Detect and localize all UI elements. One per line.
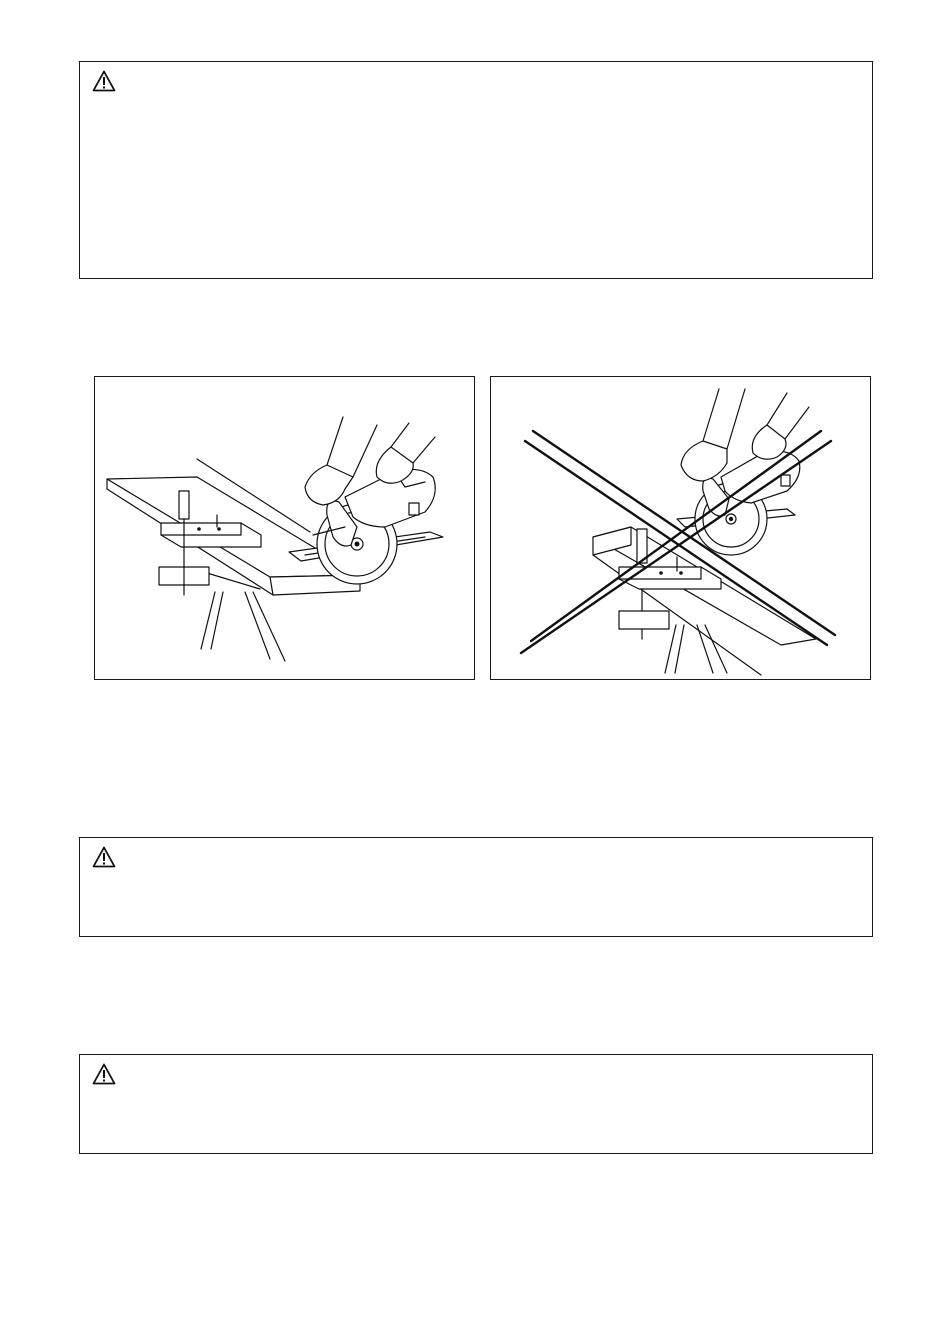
incorrect-cut-illustration	[491, 377, 870, 679]
figure-incorrect-cut	[490, 376, 871, 680]
figure-correct-cut	[94, 376, 475, 680]
sawhorse	[665, 625, 727, 673]
warning-triangle-icon	[92, 846, 116, 868]
warning-triangle-icon	[92, 1063, 116, 1085]
warning-box-2	[79, 837, 873, 937]
warning-box-3	[79, 1054, 873, 1154]
warning-triangle-icon	[92, 70, 116, 92]
correct-cut-illustration	[95, 377, 474, 679]
warning-box-1	[79, 61, 873, 279]
